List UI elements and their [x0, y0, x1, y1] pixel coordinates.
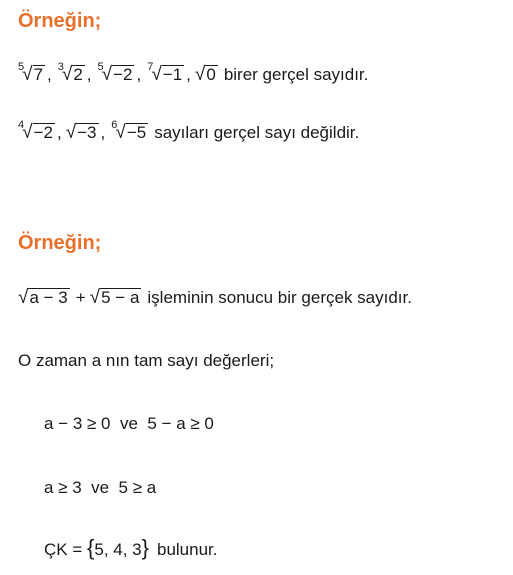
example2-intro: O zaman a nın tam sayı değerleri; [18, 351, 275, 370]
result-prefix: ÇK = [44, 540, 87, 559]
radical-sqrt-neg3: √ −3 [65, 122, 97, 143]
result-suffix: bulunur. [156, 540, 218, 559]
example1-line1: 5 √ 7 , 3 √ 2 , 5 √ −2 , 7 √ −1 , √ 0 birer gerçel sayıdır. [18, 61, 369, 85]
example1-heading: Örneğin; [18, 10, 102, 32]
example2-result [44, 535, 217, 561]
radical-sqrt-5-minus-a: √ 5 − a [89, 287, 140, 308]
radical-5th-root-7: 5 √ 7 [18, 61, 44, 85]
radical-6th-root-neg5: 6 √ −5 [111, 119, 147, 143]
result-values: 5, 4, 3 [94, 540, 142, 559]
plus-sign: + [75, 288, 86, 307]
result-open-brace: { [87, 535, 95, 560]
radical-5th-root-neg2: 5 √ −2 [97, 61, 133, 85]
example1-line2-text: sayıları gerçel sayı değildir. [154, 123, 360, 142]
example2-step2: a ≥ 3 ve 5 ≥ a [44, 478, 157, 497]
radical-cube-root-2: 3 √ 2 [57, 61, 83, 85]
example2-heading: Örneğin; [18, 232, 102, 254]
radical-7th-root-neg1: 7 √ −1 [147, 61, 183, 85]
radical-4th-root-neg2: 4 √ −2 [18, 119, 53, 143]
radical-sqrt-a-minus-3: √ a − 3 [18, 287, 68, 308]
example2-step1: a − 3 ≥ 0 ve 5 − a ≥ 0 [44, 414, 214, 433]
example2-expression-text: işleminin sonucu bir gerçek sayıdır. [147, 288, 412, 307]
example2-expression [18, 287, 412, 309]
result-close-brace: } [141, 535, 149, 560]
radical-sqrt-0: √ 0 [194, 64, 216, 85]
example1-line2: 4 √ −2 , √ −3 , 6 √ −5 sayıları gerçel sayı değildir. [18, 119, 360, 143]
example1-line1-text: birer gerçel sayıdır. [223, 65, 369, 84]
